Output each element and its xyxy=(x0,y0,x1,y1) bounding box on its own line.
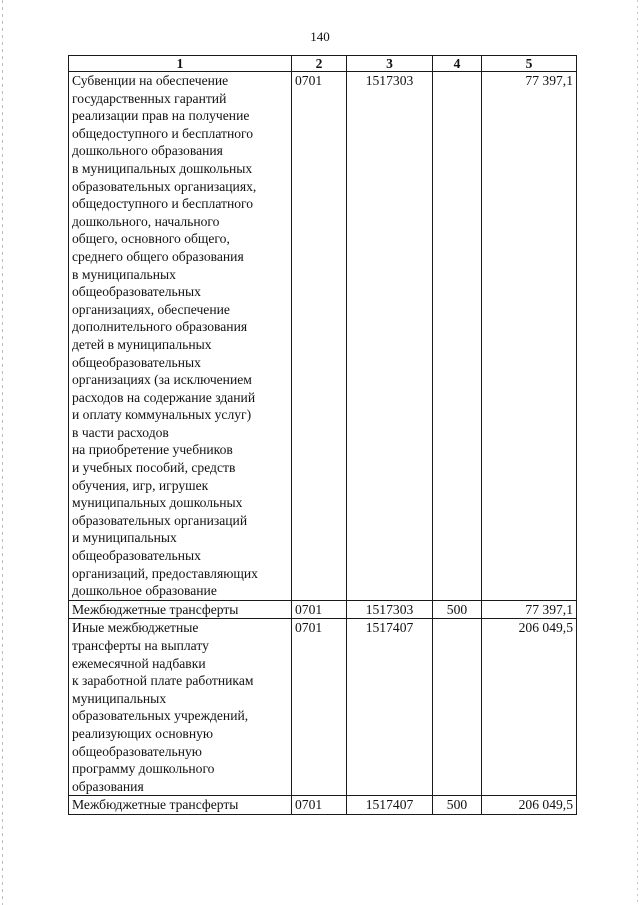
budget-table xyxy=(68,55,577,815)
row-name-line: реализации прав на получение xyxy=(72,108,250,124)
row-name-line: дошкольного образования xyxy=(72,143,223,159)
scan-edge-left xyxy=(2,0,3,905)
table-row xyxy=(69,796,577,815)
expense-type-cell: 500 xyxy=(433,600,482,619)
amount-cell: 206 049,5 xyxy=(482,619,577,796)
scan-edge-right xyxy=(637,0,638,905)
column-header-1: 1 xyxy=(69,56,292,72)
row-name-line: общедоступного и бесплатного xyxy=(72,196,254,212)
section-code-cell: 0701 xyxy=(292,796,347,815)
row-name-line: Межбюджетные трансферты xyxy=(72,601,239,617)
row-name-line: в муниципальных дошкольных xyxy=(72,160,253,176)
row-name-line: дополнительного образования xyxy=(72,319,248,335)
table-header xyxy=(69,56,577,72)
section-code-cell: 0701 xyxy=(292,600,347,619)
amount-cell: 77 397,1 xyxy=(482,72,577,601)
row-name-line: общеобразовательную xyxy=(72,743,202,759)
row-name-line: организациях, обеспечение xyxy=(72,301,230,317)
section-code-cell: 0701 xyxy=(292,619,347,796)
expense-type-cell: 500 xyxy=(433,796,482,815)
row-name-line: общеобразовательных xyxy=(72,548,201,564)
row-name-line: общедоступного и бесплатного xyxy=(72,125,254,141)
row-name-line: общего, основного общего, xyxy=(72,231,230,247)
row-name-line: и оплату коммунальных услуг) xyxy=(72,407,252,423)
row-name-cell xyxy=(69,796,292,815)
row-name-line: образовательных организациях, xyxy=(72,178,257,194)
row-name-line: расходов на содержание зданий xyxy=(72,389,256,405)
column-header-2: 2 xyxy=(292,56,347,72)
row-name-line: и учебных пособий, средств xyxy=(72,460,236,476)
target-code-cell: 1517407 xyxy=(347,619,433,796)
row-name-line: образовательных учреждений, xyxy=(72,708,249,724)
expense-type-cell xyxy=(433,72,482,601)
row-name-line: дошкольного, начального xyxy=(72,213,220,229)
row-name-line: организациях (за исключением xyxy=(72,372,252,388)
row-name-cell xyxy=(69,600,292,619)
row-name-line: среднего общего образования xyxy=(72,248,244,264)
amount-cell: 206 049,5 xyxy=(482,796,577,815)
row-name-line: на приобретение учебников xyxy=(72,442,233,458)
row-name-line: к заработной плате работникам xyxy=(72,673,254,689)
row-name-line: образования xyxy=(72,778,144,794)
row-name-line: программу дошкольного xyxy=(72,761,215,777)
table-row xyxy=(69,72,577,601)
row-name-cell xyxy=(69,72,292,601)
row-name-line: образовательных организаций xyxy=(72,512,248,528)
row-name-line: детей в муниципальных xyxy=(72,336,212,352)
row-name-line: Иные межбюджетные xyxy=(72,620,199,636)
row-name-line: общеобразовательных xyxy=(72,354,201,370)
row-name-line: государственных гарантий xyxy=(72,90,227,106)
row-name-line: обучения, игр, игрушек xyxy=(72,477,209,493)
target-code-cell: 1517407 xyxy=(347,796,433,815)
row-name-line: в муниципальных xyxy=(72,266,176,282)
row-name-line: дошкольное образование xyxy=(72,583,217,599)
row-name-line: Субвенции на обеспечение xyxy=(72,73,229,88)
row-name-line: Межбюджетные трансферты xyxy=(72,797,239,813)
table-row xyxy=(69,600,577,619)
header-row xyxy=(69,56,577,72)
page-number: 140 xyxy=(310,29,330,44)
expense-type-cell xyxy=(433,619,482,796)
column-header-3: 3 xyxy=(347,56,433,72)
row-name-line: и муниципальных xyxy=(72,530,177,546)
column-header-5: 5 xyxy=(482,56,577,72)
section-code-cell: 0701 xyxy=(292,72,347,601)
table-row xyxy=(69,619,577,796)
row-name-line: трансферты на выплату xyxy=(72,638,209,653)
target-code-cell: 1517303 xyxy=(347,72,433,601)
row-name-line: организаций, предоставляющих xyxy=(72,565,258,581)
amount-cell: 77 397,1 xyxy=(482,600,577,619)
row-name-line: ежемесячной надбавки xyxy=(72,655,206,671)
row-name-line: общеобразовательных xyxy=(72,284,201,300)
column-header-4: 4 xyxy=(433,56,482,72)
target-code-cell: 1517303 xyxy=(347,600,433,619)
row-name-line: муниципальных xyxy=(72,690,167,706)
row-name-line: в части расходов xyxy=(72,424,169,440)
row-name-cell xyxy=(69,619,292,796)
table-body xyxy=(69,72,577,815)
row-name-line: реализующих основную xyxy=(72,725,214,741)
row-name-line: муниципальных дошкольных xyxy=(72,495,243,511)
